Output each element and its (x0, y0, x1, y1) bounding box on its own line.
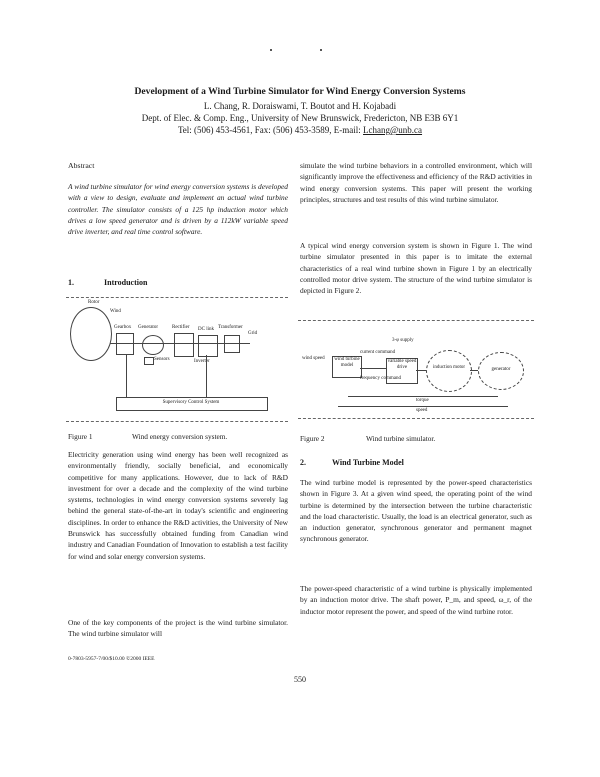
intro-heading: Introduction (104, 278, 148, 287)
turbine-model-block (332, 356, 362, 378)
scan-speckle (320, 49, 322, 51)
paper-affiliation: Dept. of Elec. & Comp. Eng., University of New Brunswick, Fredericton, NB E3B 6Y1 (141, 113, 459, 123)
control-line (126, 355, 127, 397)
figure-2-current-command-label: current command (360, 350, 396, 355)
motor-icon (426, 350, 472, 392)
inverter-block (198, 335, 218, 357)
figure-2-top-border (298, 320, 534, 321)
figure-2-wind-speed-label: wind speed (302, 356, 325, 361)
abstract-heading: Abstract (68, 161, 95, 170)
gearbox-block (116, 333, 134, 355)
figure-2-drive-label: variable speed drive (387, 359, 417, 370)
figure-2-supply-label: 3-φ supply (392, 338, 414, 343)
generator-block (142, 335, 164, 355)
intro-paragraph-1: Electricity generation using wind energy has been well recognized as environmentally friendly, socially beneficial, and economically competitive for many applications. However, due to lack of R&D investment for over a decade and the complexity of the wind turbine systems, technologies in wind energy conversion systems severely lag behind the general state-of-the-art in today's scientific and engineering disciplines. In order to enhance the R&D activities, the University of New Brunswick has successfully obtained funding from Canadian wind industry and Canadian Foundation of Innovation to establish a test facility for wind and solar energy conversion systems. (68, 450, 288, 561)
figure-2-bottom-border (298, 418, 534, 419)
signal-line (360, 368, 386, 369)
figure-2 (298, 318, 534, 422)
figure-1-grid-label: Grid (248, 331, 258, 336)
figure-1-top-border (66, 297, 288, 298)
figure-2-torque-label: torque (416, 398, 429, 403)
figure-1 (66, 295, 288, 429)
rotor-icon (70, 307, 112, 361)
figure-1-gearbox-label: Gearbox (114, 325, 132, 330)
figure-2-motor-label: induction motor (432, 365, 466, 370)
power-line (110, 343, 250, 344)
paper-contact (40, 124, 560, 136)
abstract-body: A wind turbine simulator for wind energy conversion systems is developed with a view to design, evaluate and implement an actual wind turbine controller. The simulator consists of a 125 hp induction motor which drives a low speed generator and is driven by a 112kW variable speed drive inverter, and real time control software. (68, 182, 288, 237)
figure-2-speed-label: speed (416, 408, 428, 413)
intro-number: 1. (68, 278, 74, 287)
contact-phone-fax: Tel: (506) 453-4561, Fax: (506) 453-3589, E-mail: (177, 125, 364, 135)
model-paragraph-2: The power-speed characteristic of a wind turbine is physically implemented by an induction motor drive. The shaft power, P_m, and speed, ω_r, of the inductor motor represent the power, and speed of the wind turbine rotor. (300, 584, 532, 616)
model-paragraph-1: The wind turbine model is represented by the power-speed characteristics shown in Figure 3. At a given wind speed, the operating point of the wind turbine is determined by the intersection between the turbine characteristic and the load characteristic. Usually, the load is an electrical generator, such as an induction generator, synchronous generator and permanent magnet synchronous generator. (300, 478, 532, 544)
torque-feedback-line (348, 396, 498, 397)
figure-1-caption: Wind energy conversion system. (132, 432, 228, 441)
figure-1-rotor-label: Rotor (88, 300, 100, 305)
intro-paragraph-2: One of the key components of the project is the wind turbine simulator. The wind turbine simulator will (68, 618, 288, 639)
figure-2-label: Figure 2 (300, 434, 325, 443)
shaft-line (470, 370, 478, 371)
figure-1-generator-label: Generator (138, 325, 158, 330)
paper-title: Development of a Wind Turbine Simulator for Wind Energy Conversion Systems (134, 86, 466, 97)
figure-1-transformer-label: Transformer (218, 325, 243, 330)
contact-email[interactable]: Lchang@unb.ca (363, 125, 423, 135)
control-line (206, 355, 207, 397)
rectifier-block (174, 333, 194, 357)
transformer-block (224, 335, 240, 353)
isbn-line: 0-7803-5957-7/00/$10.00 ©2000 IEEE (68, 656, 155, 662)
figure-1-rectifier-label: Rectifier (172, 325, 190, 330)
figure-2-frequency-command-label: frequency command (360, 376, 401, 381)
paper-authors: L. Chang, R. Doraiswami, T. Boutot and H. Kojabadi (203, 101, 397, 111)
model-number: 2. (300, 458, 306, 467)
page-number: 550 (294, 675, 306, 684)
generator-icon (478, 352, 524, 390)
figure-2-generator-label: generator (491, 367, 511, 372)
figure-1-sensor-label: Sensors (154, 357, 170, 362)
speed-feedback-line (338, 406, 508, 407)
figure-1-wind-label: Wind (110, 309, 121, 314)
sensor-block (144, 357, 154, 365)
figure-1-dclink-label: DC link (198, 327, 214, 332)
figure-1-bottom-border (66, 421, 288, 422)
figure-1-controller-label: Supervisory Control System (162, 400, 220, 405)
figure-2-caption: Wind turbine simulator. (366, 434, 436, 443)
figure-1-inverter-label: Inverter (194, 359, 210, 364)
model-heading: Wind Turbine Model (332, 458, 404, 467)
signal-line (416, 370, 426, 371)
right-paragraph-1: simulate the wind turbine behaviors in a controlled environment, which will significantly improve the effectiveness and efficiency of the R&D activities in wind energy conversion systems. This paper will present the working principles, structures and test results of this wind turbine simulator. (300, 161, 532, 204)
figure-1-label: Figure 1 (68, 432, 93, 441)
figure-2-turbine-model-label: wind turbine model (334, 357, 360, 368)
scan-speckle (270, 49, 272, 51)
drive-block (386, 358, 418, 384)
right-paragraph-2: A typical wind energy conversion system is shown in Figure 1. The wind turbine simulator presented in this paper is to imitate the external characteristics of a real wind turbine shown in Figure 1 by an electrically controlled motor drive system. The structure of the wind turbine simulator is depicted in Figure 2. (300, 241, 532, 296)
